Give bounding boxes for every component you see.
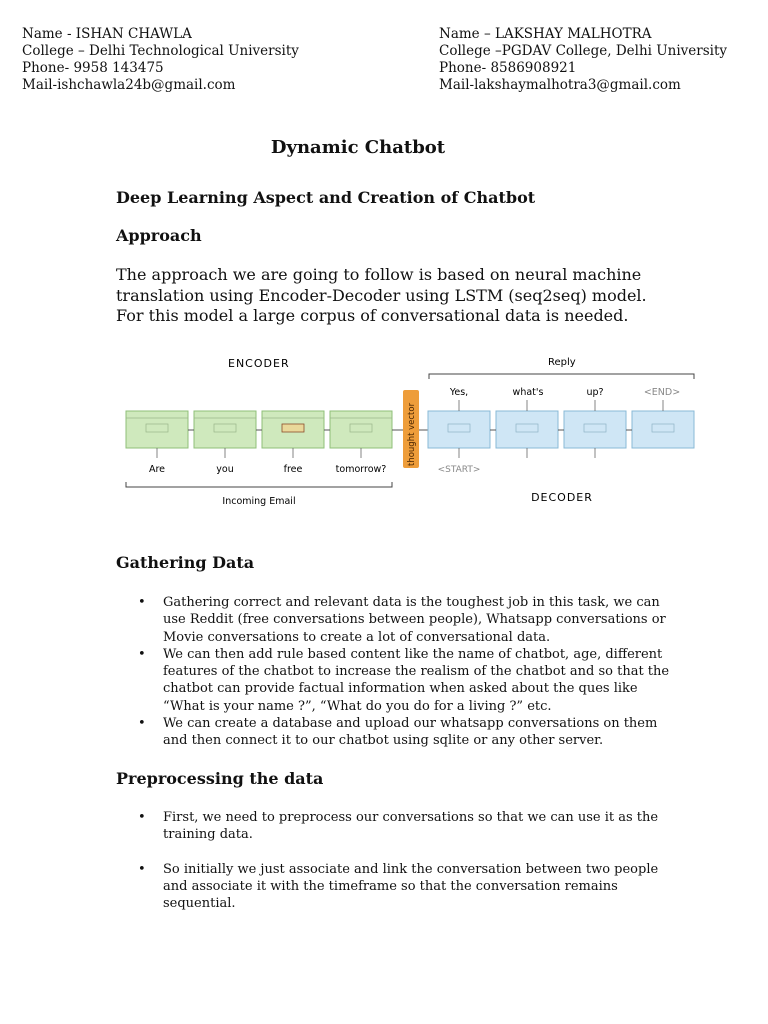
output-token-end: <END> [643,387,681,398]
contact-right-mail: Mail-lakshaymalhotra3@gmail.com [439,77,681,93]
incoming-email-label: Incoming Email [222,496,296,507]
input-token-are: Are [148,464,166,475]
input-token-tomorrow: tomorrow? [335,464,387,475]
encoder-label: ENCODER [228,357,290,370]
contact-right-phone: Phone- 8586908921 [439,60,577,76]
encoder-cell-4 [330,411,392,448]
input-token-free: free [283,464,303,475]
contact-right [439,26,727,94]
list-item: • First, we need to preprocess our conversations so that we can use it as the training data. [138,810,659,843]
decoder-cell-2 [496,411,558,448]
encoder-cell-2 [194,411,256,448]
heading-gathering-data: Gathering Data [116,553,255,572]
bullet-icon: • [138,716,146,732]
list-item: • Gathering correct and relevant data is the toughest job in this task, we can use Reddit (free conversations between people), Whatsapp conversations or Movie conversations to create a lot of conversational data. [138,595,666,645]
heading-preprocessing: Preprocessing the data [116,769,324,788]
contact-left-mail: Mail-ishchawla24b@gmail.com [22,77,236,93]
list-item: • We can create a database and upload our whatsapp conversations on them and then connect it to our chatbot using sqlite or any other server. [138,716,658,749]
decoder-label: DECODER [531,491,593,504]
decoder-cell-3 [564,411,626,448]
decoder-cell-1 [428,411,490,448]
gathering-list [116,594,676,750]
bullet-icon: • [138,861,146,877]
encoder-cell-1 [126,411,188,448]
start-token: <START> [437,465,481,475]
contact-right-college: College –PGDAV College, Delhi University [439,43,728,59]
contact-left-college: College – Delhi Technological University [22,43,299,59]
output-token-whats: what's [512,387,544,398]
heading-deep-learning: Deep Learning Aspect and Creation of Chatbot [116,188,536,207]
seq2seq-diagram [116,348,708,516]
output-token-up: up? [586,387,604,398]
contact-left [22,26,299,94]
contact-left-phone: Phone- 9958 143475 [22,60,164,76]
list-item: • So initially we just associate and link the conversation between two people and associate it with the timeframe so that the conversation remains sequential. [138,861,659,912]
bullet-icon: • [138,595,146,610]
thought-vector-label: thought vector [407,402,417,466]
bullet-icon: • [138,810,146,825]
decoder-cell-4 [632,411,694,448]
document-title: Dynamic Chatbot [270,137,446,158]
approach-paragraph: The approach we are going to follow is based on neural machine translation using Encoder-Decoder using LSTM (seq2seq) model. For this model a large corpus of conversational data is needed. [116,265,647,325]
contact-right-name: Name – LAKSHAY MALHOTRA [439,26,652,42]
bullet-icon: • [138,646,146,662]
heading-approach: Approach [116,226,202,245]
reply-label: Reply [548,357,576,368]
list-item: • We can then add rule based content like the name of chatbot, age, different features of the chatbot to increase the realism of the chatbot and so that the chatbot can provide factual information when asked about the ques like “What is your name ?”, “What do you do for a living ?” etc. [138,646,670,714]
input-token-you: you [216,464,234,475]
output-token-yes: Yes, [449,387,469,398]
contact-left-name: Name - ISHAN CHAWLA [22,26,192,42]
preprocessing-list [116,809,676,912]
